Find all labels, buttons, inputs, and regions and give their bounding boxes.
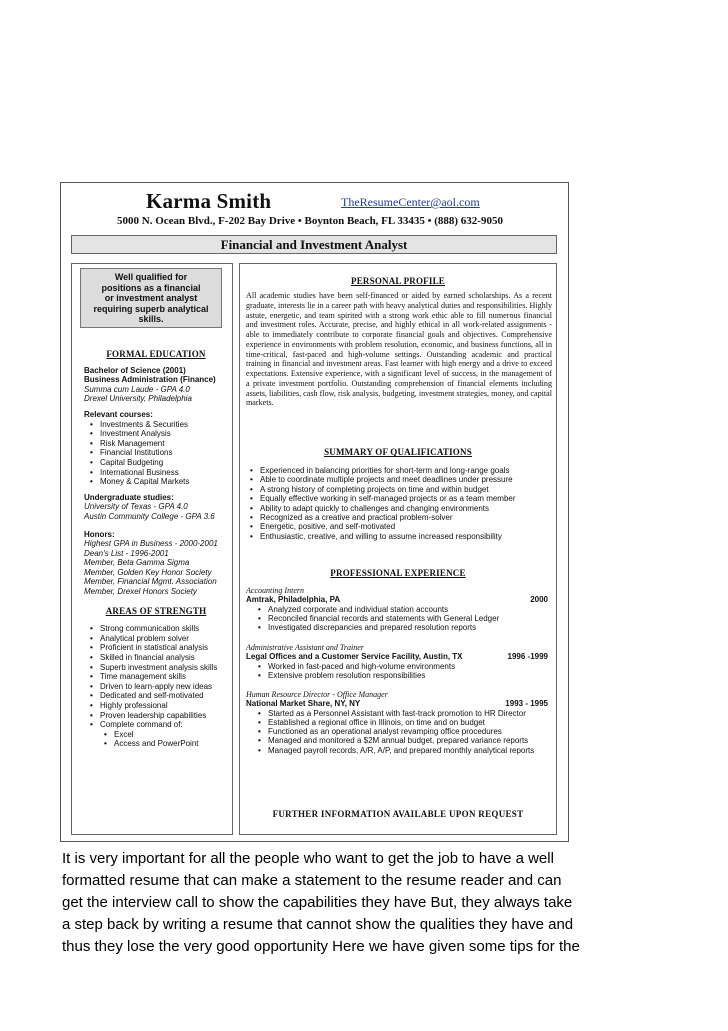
list-item: • Superb investment analysis skills: [100, 663, 228, 673]
list-item: • Equally effective working in self-managed projects or as a team member: [260, 494, 552, 503]
education-section: [84, 350, 228, 749]
qualified-line: or investment analyst: [104, 293, 198, 303]
honors-item: Dean's List - 1996-2001: [84, 548, 169, 558]
job-role: Human Resource Director - Office Manager: [246, 690, 388, 699]
summary-heading: SUMMARY OF QUALIFICATIONS: [324, 447, 472, 457]
honors-heading: Honors:: [84, 529, 115, 539]
undergrad-item: University of Texas - GPA 4.0: [84, 502, 188, 512]
resume-name: Karma Smith: [146, 189, 272, 213]
qualified-box: [80, 268, 222, 328]
list-item: • Enthusiastic, creative, and willing to assume increased responsibility: [260, 532, 552, 541]
list-item: • Established a regional office in Illinois, on time and on budget: [268, 718, 548, 727]
qualified-line: Well qualified for: [114, 272, 188, 282]
degree-honors: Summa cum Laude - GPA 4.0: [84, 384, 190, 394]
list-item: • Investments & Securities: [100, 420, 228, 430]
list-item: • Access and PowerPoint: [114, 739, 228, 749]
job-role: Accounting Intern: [246, 586, 304, 595]
caption-paragraph: [62, 848, 662, 958]
strengths-list: [84, 624, 228, 730]
job-years: 1993 - 1995: [505, 699, 548, 709]
honors-item: Member, Drexel Honors Society: [84, 587, 197, 597]
list-item: • Money & Capital Markets: [100, 477, 228, 487]
list-item: • Complete command of:: [100, 720, 228, 730]
list-item: • Strong communication skills: [100, 624, 228, 634]
summary-section: [246, 466, 552, 541]
list-item: • A strong history of completing projects on time and within budget: [260, 485, 552, 494]
list-item: • Analytical problem solver: [100, 634, 228, 644]
job-entry: [246, 643, 548, 680]
job-org: National Market Share, NY, NY: [246, 699, 361, 709]
left-column: [71, 263, 233, 835]
list-item: • Ability to adapt quickly to challenges and changing environments: [260, 504, 552, 513]
profile-heading: PERSONAL PROFILE: [351, 276, 445, 286]
list-item: • Financial Institutions: [100, 448, 228, 458]
list-item: • Excel: [114, 730, 228, 740]
degree-school: Drexel University, Philadelphia: [84, 394, 192, 404]
job-entry: [246, 586, 548, 632]
honors-item: Member, Beta Gamma Sigma: [84, 558, 190, 568]
list-item: • Experienced in balancing priorities for short-term and long-range goals: [260, 466, 552, 475]
job-years: 2000: [530, 595, 548, 605]
qualified-line: requiring superb analytical: [93, 303, 209, 314]
job-duties: [246, 605, 548, 633]
courses-list: [84, 420, 228, 487]
right-column: [239, 263, 557, 835]
job-org-row: [246, 699, 548, 708]
undergrad-heading: Undergraduate studies:: [84, 492, 174, 502]
list-item: • Extensive problem resolution responsibilities: [268, 671, 548, 680]
job-entry: [246, 690, 548, 755]
caption-line: get the interview call to show the capabilities they have But, they always take: [62, 894, 573, 911]
honors-item: Member, Golden Key Honor Society: [84, 567, 212, 577]
job-org: Amtrak, Philadelphia, PA: [246, 595, 341, 605]
education-heading: FORMAL EDUCATION: [106, 349, 206, 359]
qualified-line: skills.: [138, 314, 164, 324]
job-org: Legal Offices and a Customer Service Facility, Austin, TX: [246, 652, 463, 662]
list-item: • Skilled in financial analysis: [100, 653, 228, 663]
experience-heading: PROFESSIONAL EXPERIENCE: [330, 568, 466, 578]
list-item: • Analyzed corporate and individual station accounts: [268, 605, 548, 614]
job-org-row: [246, 595, 548, 604]
list-item: • Time management skills: [100, 672, 228, 682]
degree-line: Business Administration (Finance): [84, 375, 216, 385]
resume-image: [60, 182, 569, 842]
resume-title-bar: [71, 235, 557, 254]
list-item: • Managed and monitored a $2M annual budget, prepared variance reports: [268, 736, 548, 745]
courses-heading: Relevant courses:: [84, 409, 153, 419]
job-duties: [246, 662, 548, 681]
caption-line: a step back by writing a resume that cannot show the qualities they have and: [62, 916, 574, 933]
list-item: • Reconciled financial records and statements with General Ledger: [268, 614, 548, 623]
list-item: • Capital Budgeting: [100, 458, 228, 468]
resume-email-link[interactable]: TheResumeCenter@aol.com: [341, 195, 480, 209]
job-role: Administrative Assistant and Trainer: [246, 643, 364, 652]
list-item: • Proven leadership capabilities: [100, 711, 228, 721]
caption-line: It is very important for all the people who want to get the job to have a well: [62, 850, 554, 867]
list-item: • Dedicated and self-motivated: [100, 691, 228, 701]
list-item: • Proficient in statistical analysis: [100, 643, 228, 653]
list-item: • International Business: [100, 468, 228, 478]
caption-line: formatted resume that can make a statement to the resume reader and can: [62, 872, 562, 889]
list-item: • Risk Management: [100, 439, 228, 449]
further-info: FURTHER INFORMATION AVAILABLE UPON REQUEST: [272, 809, 524, 819]
resume-title: Financial and Investment Analyst: [220, 237, 408, 252]
list-item: • Energetic, positive, and self-motivated: [260, 522, 552, 531]
qualified-line: positions as a financial: [101, 282, 201, 293]
caption-line: thus they lose the very good opportunity Here we have given some tips for the: [62, 938, 580, 955]
resume-address: 5000 N. Ocean Blvd., F-202 Bay Drive • Boynton Beach, FL 33435 • (888) 632-9050: [117, 215, 503, 227]
honors-item: Highest GPA in Business - 2000-2001: [84, 539, 218, 549]
strengths-heading: AREAS OF STRENGTH: [105, 605, 207, 616]
undergrad-item: Austin Community College - GPA 3.6: [84, 511, 215, 521]
profile-text: All academic studies have been self-financed or aided by earned scholarships. As a recent graduate, interests lie in a career path with heavy analytical duties and responsibilities. Highly astute, energetic, and team spirited with a strong work ethic able to fill numerous financial and investment roles. Accurate, precise, and highly ethical in all work-related assignments - able to immediately contribute to corporate financial goals and objectives. Comprehensive experience in environments with problem resolution, economic, and business functions, all in time-critical, fast-paced and high-volume settings. Outstanding academic and practical training in financial and investment areas. Fast learner with high energy and a drive to exceed expectations. Extensive experience, with a significant level of success, in the management of a private investment portfolio. Outstanding comprehension of financial elements including assets, liabilities, cash flow, risk analysis, budgeting, investment strategies, money, and capital markets.: [246, 291, 552, 408]
list-item: • Able to coordinate multiple projects and meet deadlines under pressure: [260, 475, 552, 484]
list-item: • Managed payroll records, A/R, A/P, and prepared monthly analytical reports: [268, 746, 548, 755]
job-duties: [246, 709, 548, 755]
list-item: • Worked in fast-paced and high-volume environments: [268, 662, 548, 671]
job-years: 1996 -1999: [507, 652, 548, 662]
list-item: • Started as a Personnel Assistant with fast-track promotion to HR Director: [268, 709, 548, 718]
list-item: • Functioned as an operational analyst revamping office procedures: [268, 727, 548, 736]
list-item: • Investment Analysis: [100, 429, 228, 439]
list-item: • Recognized as a creative and practical problem-solver: [260, 513, 552, 522]
list-item: • Driven to learn-apply new ideas: [100, 682, 228, 692]
job-org-row: [246, 652, 548, 661]
list-item: • Investigated discrepancies and prepared resolution reports: [268, 623, 548, 632]
honors-item: Member, Financial Mgmt. Association: [84, 577, 217, 587]
degree-line: Bachelor of Science (2001): [84, 365, 186, 375]
summary-list: [246, 466, 552, 541]
list-item: • Highly professional: [100, 701, 228, 711]
strengths-sublist: [84, 730, 228, 749]
